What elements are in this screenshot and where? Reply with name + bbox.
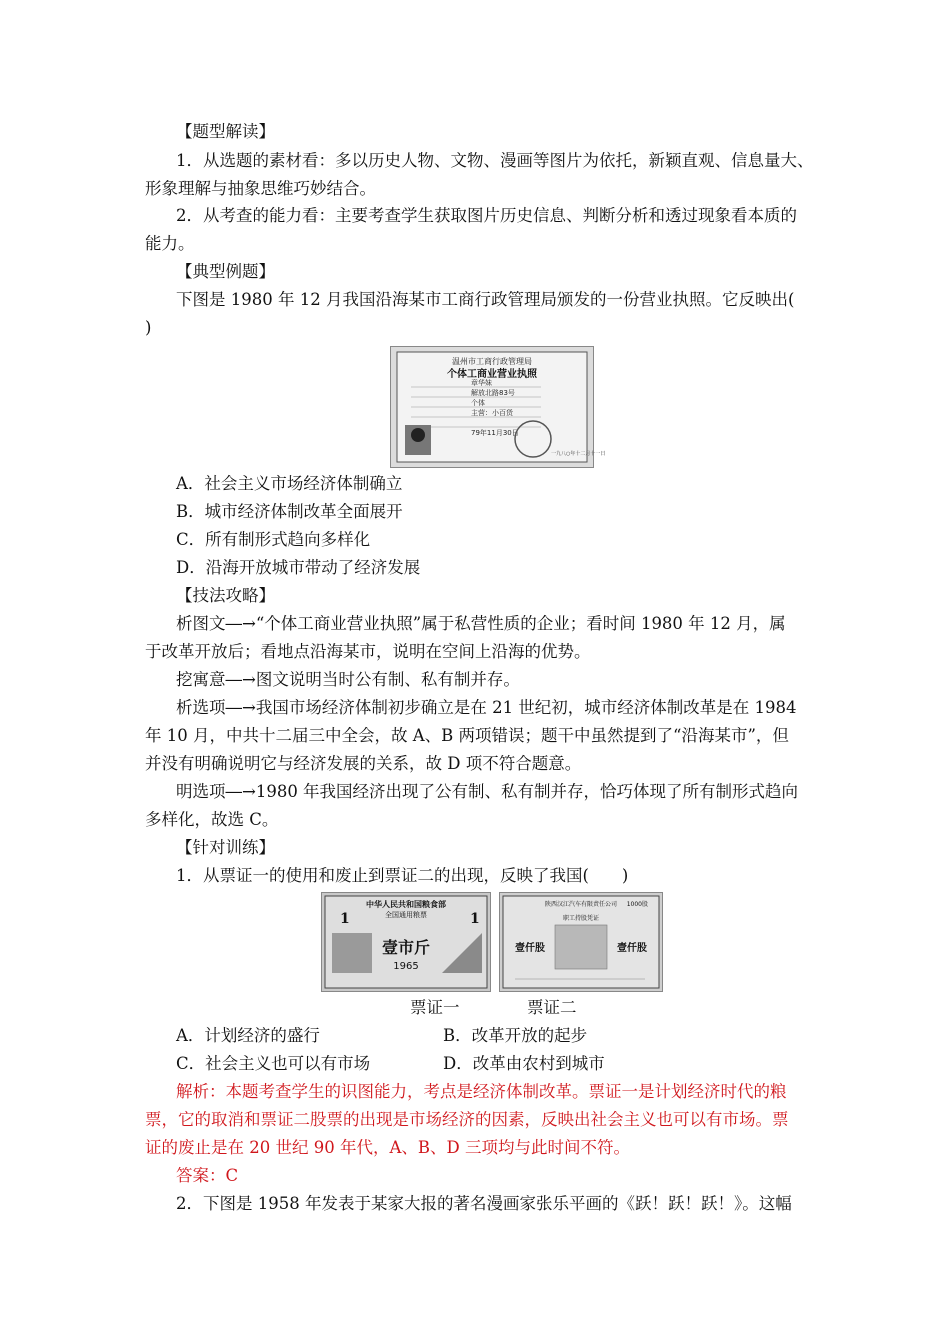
option-a: A．社会主义市场经济体制确立 bbox=[176, 474, 403, 493]
ticket1-number-right: 1 bbox=[470, 911, 480, 927]
license-date: 79年11月30日 bbox=[471, 429, 519, 437]
paragraph-text: 1．从选题的素材看：多以历史人物、文物、漫画等图片为依托，新颖直观、信息量大、 bbox=[176, 151, 814, 170]
license-address: 解放北路83号 bbox=[471, 389, 515, 397]
question-text: ) bbox=[145, 318, 152, 337]
license-kind: 个体 bbox=[471, 399, 485, 407]
ticket1-type: 全国通用粮票 bbox=[385, 911, 427, 919]
analysis-text: 明选项―→1980 年我国经济出现了公有制、私有制并存，恰巧体现了所有制形式趋向 bbox=[176, 782, 799, 801]
question-text: 1．从票证一的使用和废止到票证二的出现，反映了我国( ) bbox=[176, 866, 629, 885]
license-issued-date: 一九八○年十二月十一日 bbox=[551, 451, 606, 457]
ticket2-amount-right: 壹仟股 bbox=[617, 943, 647, 954]
option-c: C．社会主义也可以有市场 bbox=[176, 1054, 371, 1073]
heading-typical-example: 【典型例题】 bbox=[176, 262, 275, 281]
option-d: D．改革由农村到城市 bbox=[443, 1054, 605, 1073]
analysis-text: 年 10 月，中共十二届三中全会，故 A、B 两项错误；题干中虽然提到了“沿海某市”，但 bbox=[145, 726, 789, 745]
heading-question-type: 【题型解读】 bbox=[176, 122, 275, 141]
option-b: B．改革开放的起步 bbox=[443, 1026, 588, 1045]
option-c: C．所有制形式趋向多样化 bbox=[176, 530, 371, 549]
ticket1-amount: 壹市斤 bbox=[381, 938, 431, 957]
grain-ticket-image bbox=[321, 892, 491, 992]
paragraph-text: 形象理解与抽象思维巧妙结合。 bbox=[145, 179, 376, 198]
analysis-text: 析选项―→我国市场经济体制初步确立是在 21 世纪初，城市经济体制改革是在 1984 bbox=[176, 698, 797, 717]
license-name: 章华妹 bbox=[471, 379, 492, 387]
paragraph-text: 能力。 bbox=[145, 234, 195, 253]
analysis-text: 析图文―→“个体工商业营业执照”属于私营性质的企业；看时间 1980 年 12 月，属 bbox=[176, 614, 786, 633]
heading-practice: 【针对训练】 bbox=[176, 838, 275, 857]
explanation-text: 解析：本题考查学生的识图能力，考点是经济体制改革。票证一是计划经济时代的粮 bbox=[176, 1082, 787, 1101]
analysis-text: 于改革开放后；看地点沿海某市，说明在空间上沿海的优势。 bbox=[145, 642, 591, 661]
option-d: D．沿海开放城市带动了经济发展 bbox=[176, 558, 421, 577]
explanation-text: 证的废止是在 20 世纪 90 年代，A、B、D 三项均与此时间不符。 bbox=[145, 1138, 630, 1157]
ticket2-label: 职工持股凭证 bbox=[562, 915, 600, 922]
option-a: A．计划经济的盛行 bbox=[176, 1026, 320, 1045]
share-certificate-image bbox=[499, 892, 663, 992]
analysis-text: 挖寓意―→图文说明当时公有制、私有制并存。 bbox=[176, 670, 520, 689]
ticket2-amount-left: 壹仟股 bbox=[515, 943, 545, 954]
ticket1-issuer: 中华人民共和国粮食部 bbox=[366, 900, 446, 909]
analysis-text: 并没有明确说明它与经济发展的关系，故 D 项不符合题意。 bbox=[145, 754, 582, 773]
explanation-text: 票，它的取消和票证二股票的出现是市场经济的因素，反映出社会主义也可以有市场。票 bbox=[145, 1110, 789, 1129]
license-org: 温州市工商行政管理局 bbox=[452, 357, 532, 366]
analysis-text: 多样化，故选 C。 bbox=[145, 810, 279, 829]
license-scope: 主营：小百货 bbox=[471, 409, 513, 417]
answer-text: 答案：C bbox=[176, 1166, 239, 1185]
ticket1-year: 1965 bbox=[393, 961, 419, 972]
ticket2-shares: 1000股 bbox=[626, 901, 648, 908]
business-license-image bbox=[390, 346, 606, 468]
caption-ticket-1: 票证一 bbox=[410, 998, 460, 1017]
caption-ticket-2: 票证二 bbox=[527, 998, 577, 1017]
option-b: B．城市经济体制改革全面展开 bbox=[176, 502, 403, 521]
question-text: 下图是 1980 年 12 月我国沿海某市工商行政管理局颁发的一份营业执照。它反映出( bbox=[176, 290, 795, 309]
ticket2-company: 陕西汉江汽车有限责任公司 bbox=[544, 901, 618, 908]
paragraph-text: 2．从考查的能力看：主要考查学生获取图片历史信息、判断分析和透过现象看本质的 bbox=[176, 206, 797, 225]
license-title: 个体工商业营业执照 bbox=[447, 369, 537, 380]
heading-technique: 【技法攻略】 bbox=[176, 586, 275, 605]
ticket1-number: 1 bbox=[340, 911, 350, 927]
question-text: 2．下图是 1958 年发表于某家大报的著名漫画家张乐平画的《跃！跃！跃！》。这幅 bbox=[176, 1194, 792, 1213]
